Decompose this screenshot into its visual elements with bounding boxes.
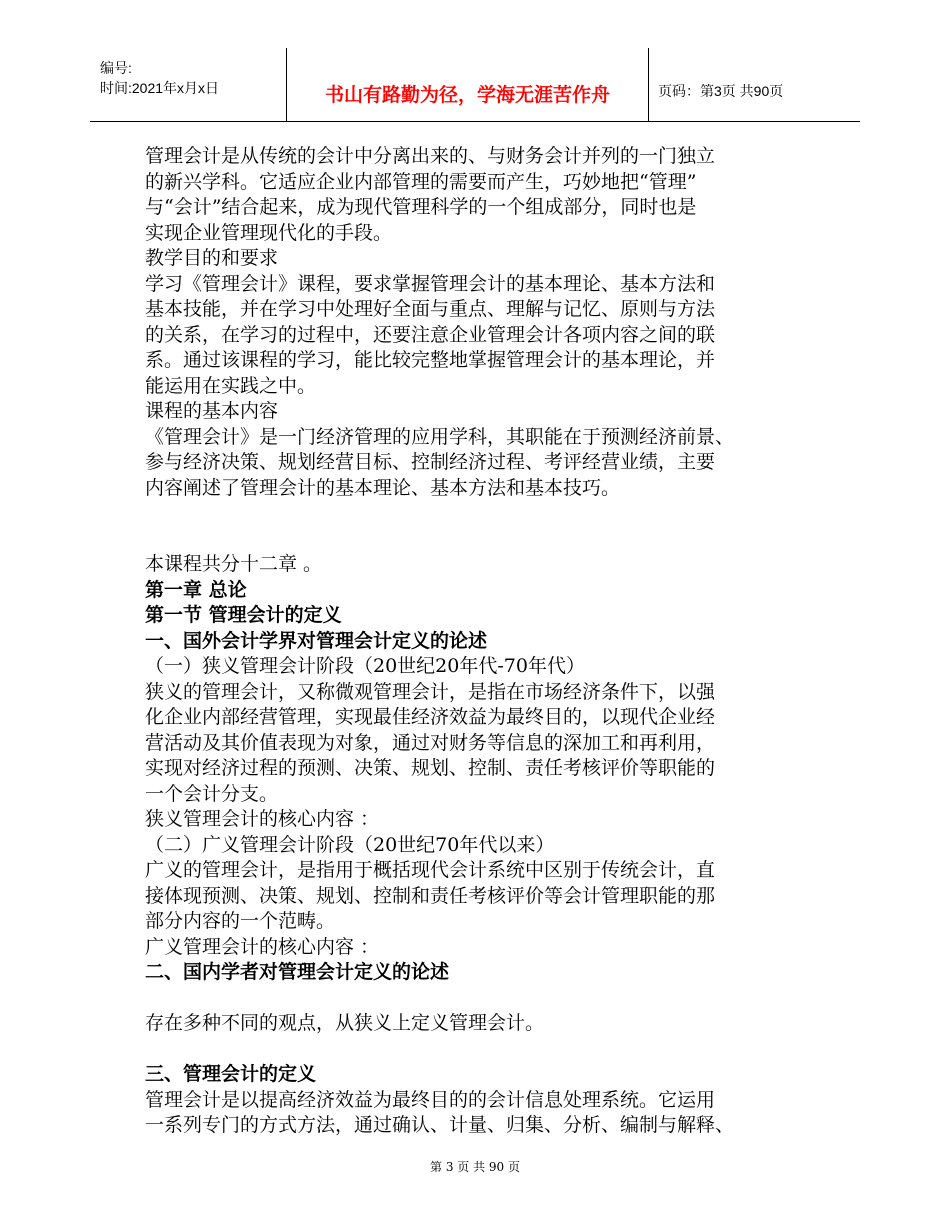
chapter-title: 第一章 总论 xyxy=(145,578,247,601)
body-line: 参与经济决策、规划经营目标、控制经济过程、考评经营业绩，主要 xyxy=(145,451,716,473)
body-line: 广义的管理会计，是指用于概括现代会计系统中区别于传统会计，直 xyxy=(145,859,716,881)
header-page-number: 页码：第3页 共90页 xyxy=(658,83,784,99)
blank-line xyxy=(145,1037,835,1063)
body-line: 内容阐述了管理会计的基本理论、基本方法和基本技巧。 xyxy=(145,476,621,499)
section-heading-content: 课程的基本内容 xyxy=(145,400,279,422)
body-line: 的新兴学科。它适应企业内部管理的需要而产生，巧妙地把“管理” xyxy=(145,170,697,193)
blank-line xyxy=(145,986,835,1012)
header-motto: 书山有路勤为径，学海无涯苦作舟 xyxy=(324,84,610,106)
body-line: 管理会计是从传统的会计中分离出来的、与财务会计并列的一门独立 xyxy=(145,145,716,167)
document-body xyxy=(145,144,835,1139)
section-heading-objectives: 教学目的和要求 xyxy=(145,247,279,269)
body-line: （一）狭义管理会计阶段（20世纪20年代-70年代） xyxy=(145,655,585,677)
body-line: 管理会计是以提高经济效益为最终目的的会计信息处理系统。它运用 xyxy=(145,1088,716,1111)
page-footer: 第 3 页 共 90 页 xyxy=(430,1160,520,1174)
body-line: 狭义管理会计的核心内容 ： xyxy=(145,808,380,830)
serial-number-label: 编号: xyxy=(100,60,132,76)
body-line: 营活动及其价值表现为对象，通过对财务等信息的深加工和再利用， xyxy=(145,731,716,754)
body-line: 本课程共分十二章 。 xyxy=(145,553,323,575)
body-line: 一系列专门的方式方法，通过确认、计量、归集、分析、编制与解释、 xyxy=(145,1114,735,1136)
body-line: 能运用在实践之中。 xyxy=(145,374,317,397)
body-line: 与“会计”结合起来，成为现代管理科学的一个组成部分，同时也是 xyxy=(145,196,697,218)
date-label: 时间:2021年x月x日 xyxy=(100,80,220,96)
section-title: 第一节 管理会计的定义 xyxy=(145,604,342,626)
body-line: （二）广义管理会计阶段（20世纪70年代以来） xyxy=(145,833,555,856)
subsection-title: 三、管理会计的定义 xyxy=(145,1063,317,1085)
blank-line xyxy=(145,527,835,553)
body-line: 广义管理会计的核心内容 ： xyxy=(145,935,380,958)
subsection-title: 一、国外会计学界对管理会计定义的论述 xyxy=(145,629,488,652)
subsection-title: 二、国内学者对管理会计定义的论述 xyxy=(145,961,450,983)
body-line: 化企业内部经营管理，实现最佳经济效益为最终目的，以现代企业经 xyxy=(145,706,716,728)
body-line: 实现企业管理现代化的手段。 xyxy=(145,221,393,244)
body-line: 基本技能，并在学习中处理好全面与重点、理解与记忆、原则与方法 xyxy=(145,298,716,320)
body-line: 狭义的管理会计，又称微观管理会计，是指在市场经济条件下，以强 xyxy=(145,680,716,703)
body-line: 的关系，在学习的过程中，还要注意企业管理会计各项内容之间的联 xyxy=(145,323,716,346)
body-line: 系。通过该课程的学习，能比较完整地掌握管理会计的基本理论，并 xyxy=(145,349,716,371)
blank-line xyxy=(145,501,835,527)
body-line: 接体现预测、决策、规划、控制和责任考核评价等会计管理职能的那 xyxy=(145,884,716,907)
body-line: 实现对经济过程的预测、决策、规划、控制、责任考核评价等职能的 xyxy=(145,757,716,779)
body-line: 部分内容的一个范畴。 xyxy=(145,910,336,932)
body-line: 《管理会计》是一门经济管理的应用学科，其职能在于预测经济前景、 xyxy=(145,425,735,448)
header-rule xyxy=(90,121,860,122)
page-header xyxy=(90,43,860,122)
body-line: 学习《管理会计》课程，要求掌握管理会计的基本理论、基本方法和 xyxy=(145,272,716,295)
header-meta xyxy=(100,58,219,98)
header-motto-box xyxy=(286,48,649,122)
body-line: 存在多种不同的观点，从狭义上定义管理会计。 xyxy=(145,1012,545,1034)
body-line: 一个会计分支。 xyxy=(145,782,279,805)
